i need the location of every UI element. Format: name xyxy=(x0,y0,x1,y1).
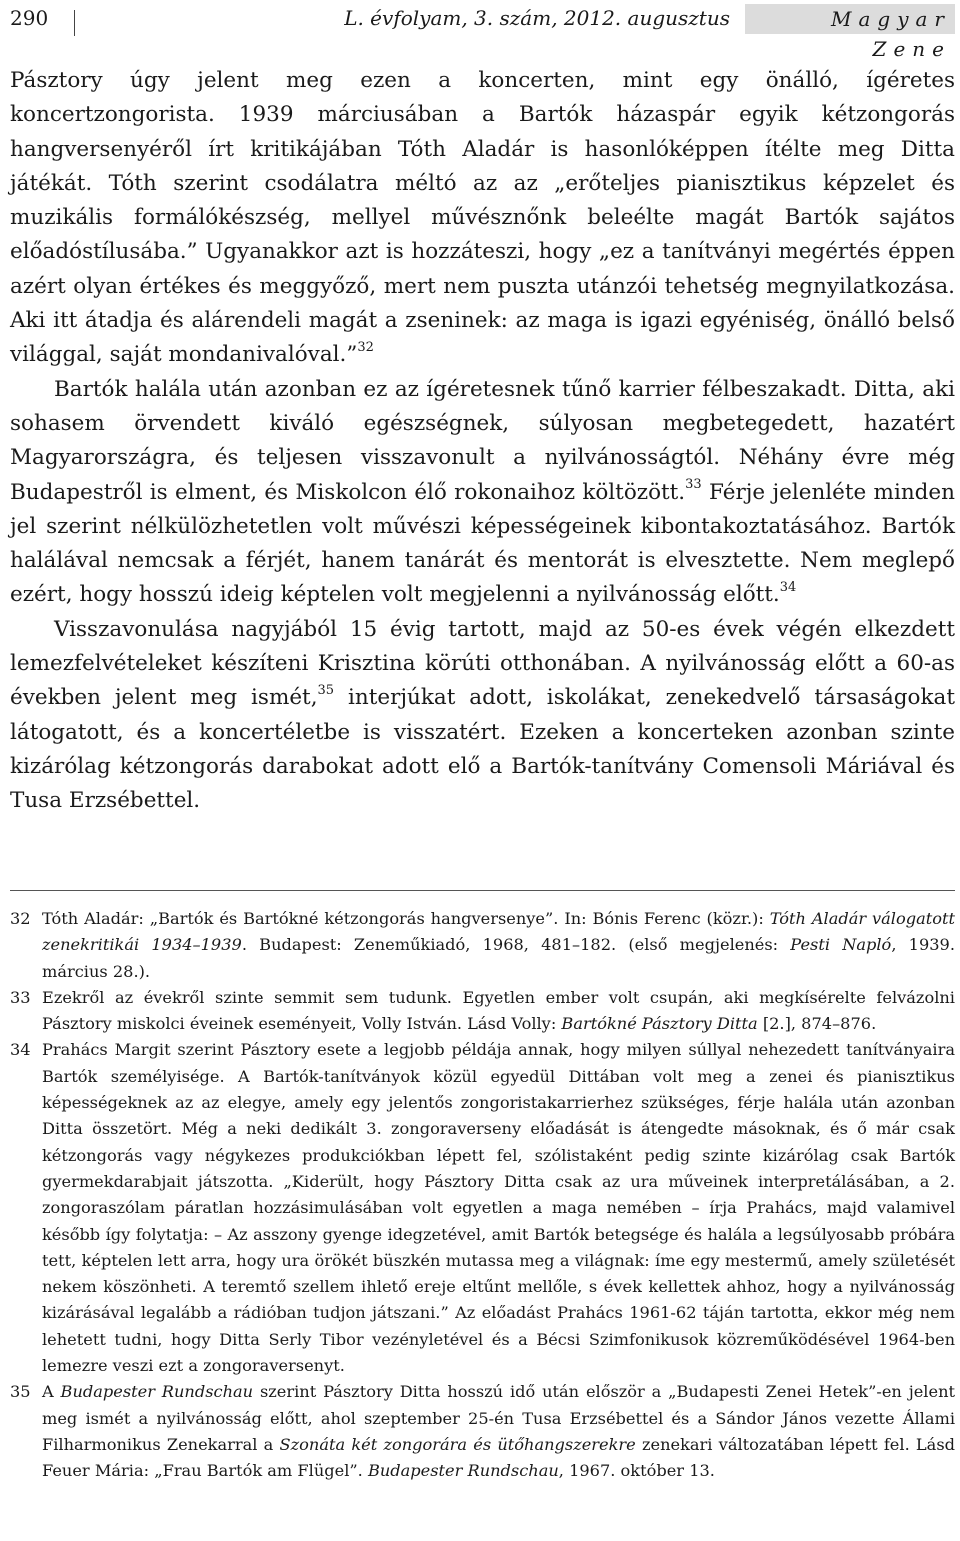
footnote-text: , 1967. október 13. xyxy=(558,1461,715,1481)
footnote-text: . Budapest: Zeneműkiadó, 1968, 481–182. (első megjelenés: xyxy=(241,935,791,955)
paragraph-1-text: Pásztory úgy jelent meg ezen a koncerten, mint egy önálló, ígéretes koncertzongorista. 1939 márciusában a Bartók házaspár egyik kétzongorás hangversenyéről írt kritikájában Tóth Aladár is hasonlóképpen ítélte meg Ditta játékát. Tóth szerint csodálatra méltó az az „erőteljes pianisztikus képzelet és muzikális formálókészség, mellyel művésznőnk beleélte magát Bartók sajátos előadóstílusába.” Ugyanakkor azt is hozzáteszi, hogy „ez a tanítványi megértés éppen azért olyan értékes és meggyőző, mert nem puszta utánzói tehetség megnyilatkozása. Aki itt átadja és alárendeli magát a zseninek: az maga is igazi egyéniség, önálló belső világgal, saját mondanivalóval.” xyxy=(10,68,955,368)
paragraph-3-text-b: interjúkat adott, iskolákat, zenekedvelő társaságokat látogatott, és a koncertéletbe is visszatért. Ezeken a koncerteken azonban szinte kizárólag kétzongorás darabokat adott elő a Bartók-tanítvány Comensoli Máriával és Tusa Erzsébettel. xyxy=(10,685,955,814)
main-text xyxy=(10,64,955,819)
footnote-number: 32 xyxy=(10,909,31,928)
footnote-text: Tóth Aladár: „Bartók és Bartókné kétzongorás hangversenye”. In: Bónis Ferenc (közr.): xyxy=(42,909,770,928)
footnote-number: 34 xyxy=(10,1040,31,1060)
footnote-title: Pesti Napló xyxy=(790,935,892,955)
footnote-32 xyxy=(10,906,955,985)
paragraph-3 xyxy=(10,613,955,819)
footnote-ref-33[interactable]: 33 xyxy=(685,477,702,493)
footnote-ref-32[interactable]: 32 xyxy=(357,340,374,356)
footnote-text: Ezekről az évekről szinte semmit sem tudunk. Egyetlen ember volt csupán, aki megkísérelte felvázolni Pásztory miskolci éveinek eseményeit, Volly István. Lásd Volly: xyxy=(42,987,955,1034)
header-divider xyxy=(74,10,75,36)
footnote-text: szerint Pásztory Ditta hosszú idő után először a „Budapesti Zenei Hetek”-en jelent meg ismét a nyilvánosság előtt, ahol szeptember 25-én Tusa Erzsébettel és a Sándor János vezette Állami Filharmonikus Zenekarral a xyxy=(42,1382,955,1454)
footnote-title: Bartókné Pásztory Ditta xyxy=(561,1014,758,1034)
footnote-text: Prahács Margit szerint Pásztory esete a legjobb példája annak, hogy milyen súllyal nehezedett tanítványaira Bartók személyisége. A Bartók-tanítványok közül egyedül Dittában volt meg a zenei és pianisztikus képességeknek az az elegye, amely egy jelentős zongoristakarrierhez szükséges, férje halála után azonban Ditta összetört. Még a neki dedikált 3. zongoraverseny előadását is átengedte másoknak, és ő már csak kétzongorás vagy négykezes produkciókban lépett fel, szólistaként pedig szinte kizárólag csak Bartók gyermekdarabjait játszotta. „Kiderült, hogy Pásztory Ditta csak az ura műveinek interpretálásában, a 2. zongoraszólam páratlan hozzásimulásában volt egyetlen a maga nemében – írja Prahács, majd valamivel később így folytatja: – Az asszony gyenge idegzetével, amit Bartók betegsége és halála a legsúlyosabb próbára tett, képtelen lett arra, hogy ura örökét büszkén mutassa meg a világnak: íme egy mestermű, amely születését nekem köszönheti. A teremtő szellem ihlető ereje eltűnt mellőle, s évek kellettek ahhoz, hogy a nyilvánosság kizárásával legalább a rádióban tudjon játszani.” Az előadást Prahács 1961-62 táján tartotta, ekkor még nem lehetett tudni, hogy Ditta Serly Tibor vezényletével és a Bécsi Szimfonikusok közreműködésével 1964-ben lemezre veszi ezt a zongoraversenyt. xyxy=(42,1040,955,1376)
footnote-33 xyxy=(10,985,955,1038)
footnote-text: zenekari változatában lépett fel. Lásd Feuer Mária: „Frau Bartók am Flügel”. xyxy=(42,1434,955,1481)
journal-title: Magyar Zene xyxy=(745,4,955,34)
footnote-text: , 1939. március 28.). xyxy=(42,935,955,981)
footnote-title: Budapester Rundschau xyxy=(367,1461,559,1481)
footnote-number: 33 xyxy=(10,987,31,1007)
footnote-text: A xyxy=(42,1382,61,1402)
issue-info: L. évfolyam, 3. szám, 2012. augusztus xyxy=(344,6,730,30)
page-header xyxy=(10,4,955,61)
paragraph-2 xyxy=(10,373,955,613)
footnote-number: 35 xyxy=(10,1382,31,1402)
paragraph-2-text-a: Bartók halála után azonban ez az ígéretesnek tűnő karrier félbeszakadt. Ditta, aki sohasem örvendett kiváló egészségnek, súlyosan megbetegedett, hazatért Magyarországra, és teljesen visszavonult a nyilvánosságtól. Néhány évre még Budapestről is elment, és Miskolcon élő rokonaihoz költözött. xyxy=(10,376,955,505)
footnotes xyxy=(10,906,955,1485)
paragraph-1 xyxy=(10,64,955,373)
page-number: 290 xyxy=(10,6,49,30)
footnote-title: Tóth Aladár válogatott zenekritikái 1934–1939 xyxy=(42,909,955,955)
footnote-ref-34[interactable]: 34 xyxy=(779,580,797,596)
paragraph-3-text-a: Visszavonulása nagyjából 15 évig tartott, majd az 50-es évek végén elkezdett lemezfelvételeket készíteni Krisztina körúti otthonában. A nyilvánosság előtt a 60-as években jelent meg ismét, xyxy=(10,616,955,711)
footnote-ref-35[interactable]: 35 xyxy=(317,683,335,699)
footnote-35 xyxy=(10,1379,955,1484)
footnote-text: [2.], 874–876. xyxy=(757,1014,877,1034)
footnote-34 xyxy=(10,1037,955,1379)
footnote-title: Szonáta két zongorára és ütőhangszerekre xyxy=(279,1434,636,1454)
footnote-divider xyxy=(10,890,955,891)
footnote-title: Budapester Rundschau xyxy=(60,1382,254,1402)
paragraph-2-text-b: Férje jelenléte minden jel szerint nélkülözhetetlen volt művészi képességeinek kibontakoztatásához. Bartók halálával nemcsak a férjét, hanem tanárát és mentorát is elvesztette. Nem meglepő ezért, hogy hosszú ideig képtelen volt megjelenni a nyilvánosság előtt. xyxy=(10,479,955,608)
